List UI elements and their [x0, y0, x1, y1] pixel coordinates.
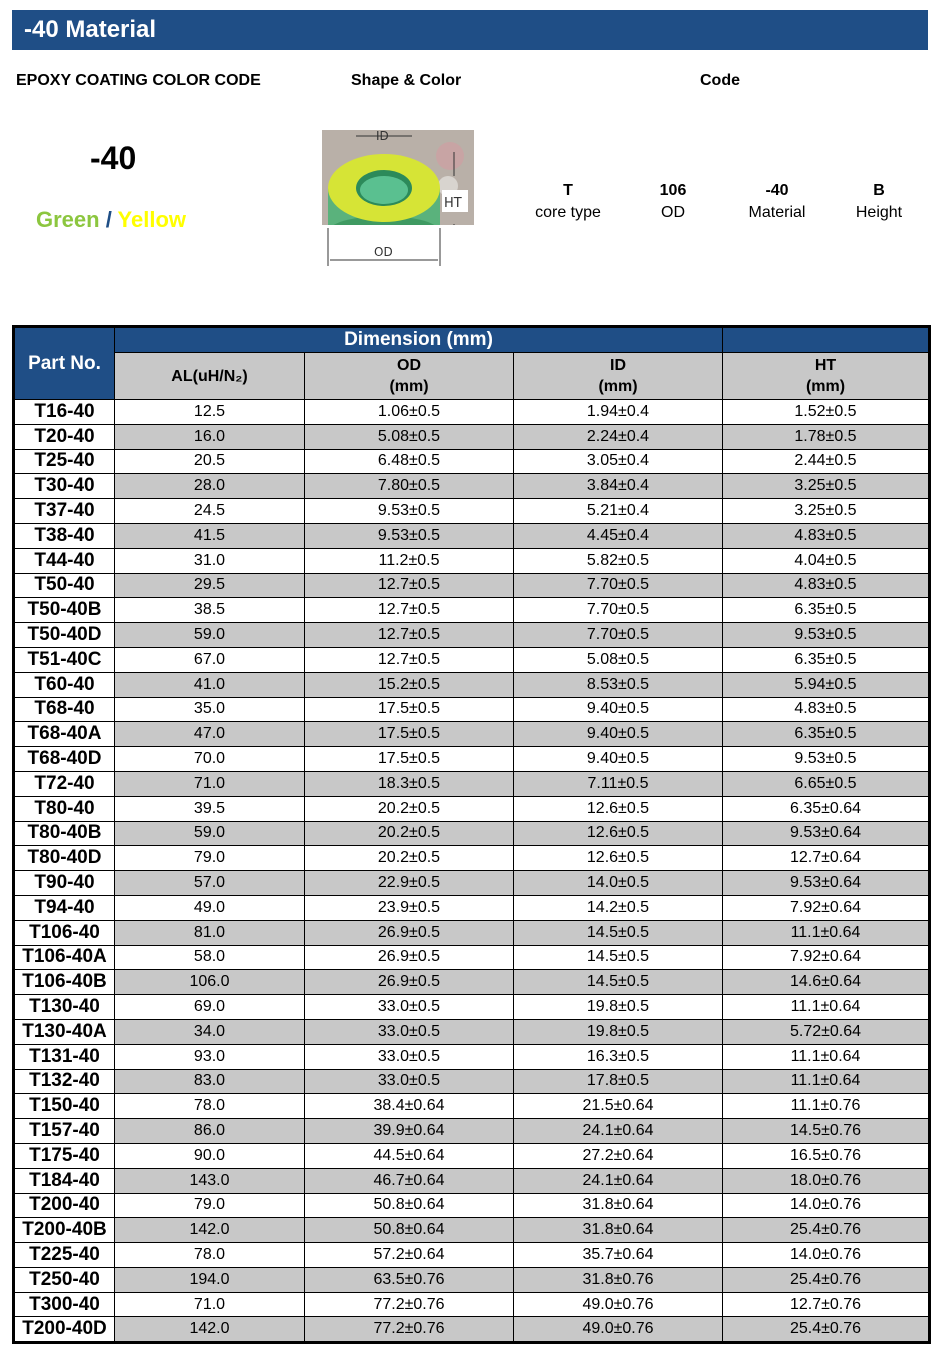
od-value-cell: 9.53±0.5 — [305, 523, 514, 548]
id-value-cell: 7.70±0.5 — [514, 573, 723, 598]
part-number-cell: T175-40 — [14, 1143, 115, 1168]
table-row — [14, 1069, 930, 1094]
ht-value-cell: 6.35±0.64 — [723, 796, 930, 821]
id-value-cell: 14.2±0.5 — [514, 895, 723, 920]
material-value: -40 — [90, 140, 137, 176]
ht-value-cell: 1.78±0.5 — [723, 424, 930, 449]
part-number-cell: T68-40 — [14, 697, 115, 722]
od-value-cell: 77.2±0.76 — [305, 1317, 514, 1343]
table-row — [14, 771, 930, 796]
part-number-cell: T157-40 — [14, 1119, 115, 1144]
id-value-cell: 3.84±0.4 — [514, 474, 723, 499]
code-desc: OD — [661, 204, 685, 221]
od-value-cell: 12.7±0.5 — [305, 647, 514, 672]
part-number-cell: T20-40 — [14, 424, 115, 449]
ht-value-cell: 9.53±0.5 — [723, 623, 930, 648]
part-number-cell: T44-40 — [14, 548, 115, 573]
ht-value-cell: 25.4±0.76 — [723, 1218, 930, 1243]
od-value-cell: 38.4±0.64 — [305, 1094, 514, 1119]
part-no-header: Part No. — [14, 327, 115, 400]
od-label: OD — [374, 245, 393, 259]
od-value-cell: 26.9±0.5 — [305, 920, 514, 945]
coating-color-code-header: EPOXY COATING COLOR CODE — [16, 72, 261, 89]
part-number-cell: T132-40 — [14, 1069, 115, 1094]
id-value-cell: 31.8±0.64 — [514, 1193, 723, 1218]
al-value-cell: 12.5 — [115, 400, 305, 425]
id-value-cell: 8.53±0.5 — [514, 672, 723, 697]
table-row — [14, 1119, 930, 1144]
id-value-cell: 24.1±0.64 — [514, 1119, 723, 1144]
dimension-table — [12, 325, 931, 1344]
part-number-cell: T150-40 — [14, 1094, 115, 1119]
od-value-cell: 39.9±0.64 — [305, 1119, 514, 1144]
ht-value-cell: 12.7±0.64 — [723, 846, 930, 871]
al-value-cell: 78.0 — [115, 1094, 305, 1119]
table-row — [14, 747, 930, 772]
table-row — [14, 1218, 930, 1243]
al-value-cell: 47.0 — [115, 722, 305, 747]
id-value-cell: 14.5±0.5 — [514, 970, 723, 995]
ht-value-cell: 11.1±0.76 — [723, 1094, 930, 1119]
od-value-cell: 50.8±0.64 — [305, 1193, 514, 1218]
od-value-cell: 33.0±0.5 — [305, 995, 514, 1020]
id-value-cell: 3.05±0.4 — [514, 449, 723, 474]
part-number-cell: T38-40 — [14, 523, 115, 548]
od-value-cell: 63.5±0.76 — [305, 1267, 514, 1292]
ht-value-cell: 14.0±0.76 — [723, 1243, 930, 1268]
table-row — [14, 424, 930, 449]
table-row — [14, 1019, 930, 1044]
id-value-cell: 1.94±0.4 — [514, 400, 723, 425]
part-number-cell: T80-40B — [14, 821, 115, 846]
al-value-cell: 90.0 — [115, 1143, 305, 1168]
al-value-cell: 24.5 — [115, 499, 305, 524]
part-number-cell: T25-40 — [14, 449, 115, 474]
al-value-cell: 34.0 — [115, 1019, 305, 1044]
al-value-cell: 16.0 — [115, 424, 305, 449]
table-row — [14, 796, 930, 821]
part-number-cell: T37-40 — [14, 499, 115, 524]
al-value-cell: 39.5 — [115, 796, 305, 821]
part-number-cell: T60-40 — [14, 672, 115, 697]
od-value-cell: 7.80±0.5 — [305, 474, 514, 499]
part-number-cell: T200-40B — [14, 1218, 115, 1243]
ht-value-cell: 14.0±0.76 — [723, 1193, 930, 1218]
code-header: Code — [700, 72, 740, 89]
color-yellow-label: Yellow — [117, 207, 187, 232]
ht-value-cell: 3.25±0.5 — [723, 499, 930, 524]
od-value-cell: 26.9±0.5 — [305, 970, 514, 995]
code-desc: Material — [748, 204, 806, 221]
table-row — [14, 697, 930, 722]
ht-value-cell: 9.53±0.5 — [723, 747, 930, 772]
od-value-cell: 1.06±0.5 — [305, 400, 514, 425]
ht-value-cell: 5.72±0.64 — [723, 1019, 930, 1044]
od-value-cell: 17.5±0.5 — [305, 747, 514, 772]
id-header-label: ID — [610, 357, 626, 374]
code-desc: core type — [535, 204, 601, 221]
od-header-label: OD — [397, 357, 421, 374]
part-number-cell: T68-40D — [14, 747, 115, 772]
al-value-cell: 59.0 — [115, 821, 305, 846]
code-key: T — [563, 182, 573, 199]
al-value-cell: 142.0 — [115, 1317, 305, 1343]
id-value-cell: 24.1±0.64 — [514, 1168, 723, 1193]
od-value-cell: 77.2±0.76 — [305, 1292, 514, 1317]
table-row — [14, 672, 930, 697]
ht-value-cell: 18.0±0.76 — [723, 1168, 930, 1193]
ht-value-cell: 2.44±0.5 — [723, 449, 930, 474]
al-value-cell: 41.0 — [115, 672, 305, 697]
od-value-cell: 20.2±0.5 — [305, 796, 514, 821]
ht-value-cell: 25.4±0.76 — [723, 1317, 930, 1343]
od-value-cell: 20.2±0.5 — [305, 821, 514, 846]
id-value-cell: 27.2±0.64 — [514, 1143, 723, 1168]
al-value-cell: 81.0 — [115, 920, 305, 945]
id-value-cell: 17.8±0.5 — [514, 1069, 723, 1094]
part-number-cell: T50-40D — [14, 623, 115, 648]
id-value-cell: 21.5±0.64 — [514, 1094, 723, 1119]
table-row — [14, 846, 930, 871]
part-number-cell: T106-40A — [14, 945, 115, 970]
id-column-header — [514, 353, 723, 400]
code-key: B — [873, 182, 885, 199]
table-row — [14, 970, 930, 995]
ht-header-label: HT — [814, 357, 837, 374]
code-core-type — [513, 180, 623, 224]
code-key: 106 — [659, 182, 687, 199]
table-row — [14, 1243, 930, 1268]
od-value-cell: 57.2±0.64 — [305, 1243, 514, 1268]
table-row — [14, 821, 930, 846]
od-value-cell: 33.0±0.5 — [305, 1069, 514, 1094]
od-value-cell: 26.9±0.5 — [305, 945, 514, 970]
al-value-cell: 71.0 — [115, 1292, 305, 1317]
al-header-label: AL(uH/N₂) — [171, 367, 248, 385]
al-value-cell: 79.0 — [115, 846, 305, 871]
color-separator: / — [99, 207, 118, 232]
part-number-cell: T80-40D — [14, 846, 115, 871]
part-number-cell: T130-40A — [14, 1019, 115, 1044]
table-row — [14, 945, 930, 970]
al-value-cell: 70.0 — [115, 747, 305, 772]
al-value-cell: 194.0 — [115, 1267, 305, 1292]
table-row — [14, 548, 930, 573]
al-value-cell: 28.0 — [115, 474, 305, 499]
id-value-cell: 16.3±0.5 — [514, 1044, 723, 1069]
od-header-unit: (mm) — [389, 378, 429, 395]
al-value-cell: 93.0 — [115, 1044, 305, 1069]
od-value-cell: 5.08±0.5 — [305, 424, 514, 449]
part-number-cell: T80-40 — [14, 796, 115, 821]
od-value-cell: 20.2±0.5 — [305, 846, 514, 871]
od-value-cell: 22.9±0.5 — [305, 871, 514, 896]
ht-value-cell: 7.92±0.64 — [723, 945, 930, 970]
id-value-cell: 7.70±0.5 — [514, 623, 723, 648]
id-value-cell: 12.6±0.5 — [514, 821, 723, 846]
al-value-cell: 20.5 — [115, 449, 305, 474]
al-value-cell: 59.0 — [115, 623, 305, 648]
od-column-header — [305, 353, 514, 400]
ht-label: HT — [444, 196, 462, 211]
dimension-header: Dimension (mm) — [115, 327, 723, 353]
al-value-cell: 86.0 — [115, 1119, 305, 1144]
od-value-cell: 12.7±0.5 — [305, 598, 514, 623]
ht-value-cell: 11.1±0.64 — [723, 920, 930, 945]
ht-value-cell: 14.5±0.76 — [723, 1119, 930, 1144]
id-value-cell: 31.8±0.76 — [514, 1267, 723, 1292]
ht-value-cell: 14.6±0.64 — [723, 970, 930, 995]
part-number-cell: T94-40 — [14, 895, 115, 920]
code-od — [618, 180, 728, 224]
part-number-cell: T131-40 — [14, 1044, 115, 1069]
ht-value-cell: 6.65±0.5 — [723, 771, 930, 796]
ht-value-cell: 11.1±0.64 — [723, 1044, 930, 1069]
al-value-cell: 31.0 — [115, 548, 305, 573]
id-value-cell: 5.21±0.4 — [514, 499, 723, 524]
table-row — [14, 1094, 930, 1119]
part-number-cell: T130-40 — [14, 995, 115, 1020]
id-value-cell: 2.24±0.4 — [514, 424, 723, 449]
ht-value-cell: 3.25±0.5 — [723, 474, 930, 499]
od-value-cell: 12.7±0.5 — [305, 623, 514, 648]
part-number-cell: T184-40 — [14, 1168, 115, 1193]
id-value-cell: 35.7±0.64 — [514, 1243, 723, 1268]
id-value-cell: 12.6±0.5 — [514, 796, 723, 821]
part-number-cell: T16-40 — [14, 400, 115, 425]
id-value-cell: 49.0±0.76 — [514, 1292, 723, 1317]
part-number-cell: T200-40 — [14, 1193, 115, 1218]
al-column-header — [115, 353, 305, 400]
al-value-cell: 58.0 — [115, 945, 305, 970]
id-value-cell: 14.5±0.5 — [514, 945, 723, 970]
al-value-cell: 35.0 — [115, 697, 305, 722]
part-number-cell: T300-40 — [14, 1292, 115, 1317]
coating-colors — [36, 207, 186, 233]
part-number-cell: T106-40B — [14, 970, 115, 995]
id-value-cell: 49.0±0.76 — [514, 1317, 723, 1343]
ht-value-cell: 16.5±0.76 — [723, 1143, 930, 1168]
ht-value-cell: 11.1±0.64 — [723, 1069, 930, 1094]
id-value-cell: 19.8±0.5 — [514, 995, 723, 1020]
table-row — [14, 920, 930, 945]
table-row — [14, 895, 930, 920]
table-row — [14, 400, 930, 425]
table-row — [14, 722, 930, 747]
ht-value-cell: 6.35±0.5 — [723, 598, 930, 623]
toroid-core-diagram — [320, 128, 480, 268]
ht-value-cell: 1.52±0.5 — [723, 400, 930, 425]
al-value-cell: 29.5 — [115, 573, 305, 598]
code-key: -40 — [765, 182, 789, 199]
ht-value-cell: 9.53±0.64 — [723, 821, 930, 846]
al-value-cell: 41.5 — [115, 523, 305, 548]
al-value-cell: 79.0 — [115, 1193, 305, 1218]
ht-value-cell: 6.35±0.5 — [723, 647, 930, 672]
ht-value-cell: 4.04±0.5 — [723, 548, 930, 573]
id-value-cell: 5.82±0.5 — [514, 548, 723, 573]
shape-color-header: Shape & Color — [351, 72, 462, 89]
od-value-cell: 33.0±0.5 — [305, 1019, 514, 1044]
al-value-cell: 142.0 — [115, 1218, 305, 1243]
id-value-cell: 31.8±0.64 — [514, 1218, 723, 1243]
od-value-cell: 11.2±0.5 — [305, 548, 514, 573]
ht-value-cell: 5.94±0.5 — [723, 672, 930, 697]
table-row — [14, 1193, 930, 1218]
id-value-cell: 9.40±0.5 — [514, 697, 723, 722]
id-value-cell: 9.40±0.5 — [514, 722, 723, 747]
od-value-cell: 15.2±0.5 — [305, 672, 514, 697]
ht-column-header — [723, 353, 930, 400]
table-row — [14, 623, 930, 648]
table-row — [14, 995, 930, 1020]
table-row — [14, 1168, 930, 1193]
part-number-cell: T106-40 — [14, 920, 115, 945]
table-row — [14, 647, 930, 672]
table-row — [14, 1143, 930, 1168]
id-value-cell: 14.0±0.5 — [514, 871, 723, 896]
table-row — [14, 598, 930, 623]
ht-header-unit: (mm) — [805, 378, 846, 395]
id-value-cell: 12.6±0.5 — [514, 846, 723, 871]
ht-value-cell: 11.1±0.64 — [723, 995, 930, 1020]
id-value-cell: 14.5±0.5 — [514, 920, 723, 945]
od-value-cell: 23.9±0.5 — [305, 895, 514, 920]
table-body — [14, 400, 930, 1343]
al-value-cell: 78.0 — [115, 1243, 305, 1268]
part-number-cell: T225-40 — [14, 1243, 115, 1268]
od-value-cell: 50.8±0.64 — [305, 1218, 514, 1243]
part-number-cell: T50-40 — [14, 573, 115, 598]
id-value-cell: 5.08±0.5 — [514, 647, 723, 672]
al-value-cell: 69.0 — [115, 995, 305, 1020]
al-value-cell: 57.0 — [115, 871, 305, 896]
od-value-cell: 12.7±0.5 — [305, 573, 514, 598]
ht-value-cell: 12.7±0.76 — [723, 1292, 930, 1317]
id-value-cell: 19.8±0.5 — [514, 1019, 723, 1044]
al-value-cell: 38.5 — [115, 598, 305, 623]
al-value-cell: 106.0 — [115, 970, 305, 995]
ht-value-cell: 4.83±0.5 — [723, 523, 930, 548]
id-value-cell: 7.70±0.5 — [514, 598, 723, 623]
part-number-cell: T30-40 — [14, 474, 115, 499]
table-row — [14, 573, 930, 598]
al-value-cell: 49.0 — [115, 895, 305, 920]
dimension-header-filler — [723, 327, 930, 353]
code-material — [722, 180, 832, 224]
table-row — [14, 1267, 930, 1292]
table-row — [14, 499, 930, 524]
table-row — [14, 1044, 930, 1069]
ht-value-cell: 9.53±0.64 — [723, 871, 930, 896]
table-row — [14, 523, 930, 548]
part-number-cell: T72-40 — [14, 771, 115, 796]
id-value-cell: 9.40±0.5 — [514, 747, 723, 772]
id-value-cell: 7.11±0.5 — [514, 771, 723, 796]
table-row — [14, 449, 930, 474]
od-value-cell: 9.53±0.5 — [305, 499, 514, 524]
table-row — [14, 1292, 930, 1317]
part-number-cell: T90-40 — [14, 871, 115, 896]
od-value-cell: 46.7±0.64 — [305, 1168, 514, 1193]
ht-value-cell: 6.35±0.5 — [723, 722, 930, 747]
ht-value-cell: 25.4±0.76 — [723, 1267, 930, 1292]
ht-value-cell: 4.83±0.5 — [723, 697, 930, 722]
table-row — [14, 871, 930, 896]
color-green-label: Green — [36, 207, 100, 232]
page-title: -40 Material — [12, 10, 928, 50]
code-height — [824, 180, 934, 224]
od-value-cell: 33.0±0.5 — [305, 1044, 514, 1069]
od-value-cell: 18.3±0.5 — [305, 771, 514, 796]
part-number-cell: T68-40A — [14, 722, 115, 747]
od-value-cell: 17.5±0.5 — [305, 697, 514, 722]
table-row — [14, 474, 930, 499]
part-number-cell: T250-40 — [14, 1267, 115, 1292]
part-number-cell: T50-40B — [14, 598, 115, 623]
od-value-cell: 17.5±0.5 — [305, 722, 514, 747]
al-value-cell: 83.0 — [115, 1069, 305, 1094]
id-label: ID — [376, 129, 389, 143]
id-header-unit: (mm) — [598, 378, 638, 395]
ht-value-cell: 7.92±0.64 — [723, 895, 930, 920]
ht-value-cell: 4.83±0.5 — [723, 573, 930, 598]
al-value-cell: 67.0 — [115, 647, 305, 672]
id-value-cell: 4.45±0.4 — [514, 523, 723, 548]
od-value-cell: 6.48±0.5 — [305, 449, 514, 474]
code-desc: Height — [855, 204, 903, 221]
al-value-cell: 71.0 — [115, 771, 305, 796]
part-number-cell: T51-40C — [14, 647, 115, 672]
table-row — [14, 1317, 930, 1343]
al-value-cell: 143.0 — [115, 1168, 305, 1193]
part-number-cell: T200-40D — [14, 1317, 115, 1343]
od-value-cell: 44.5±0.64 — [305, 1143, 514, 1168]
